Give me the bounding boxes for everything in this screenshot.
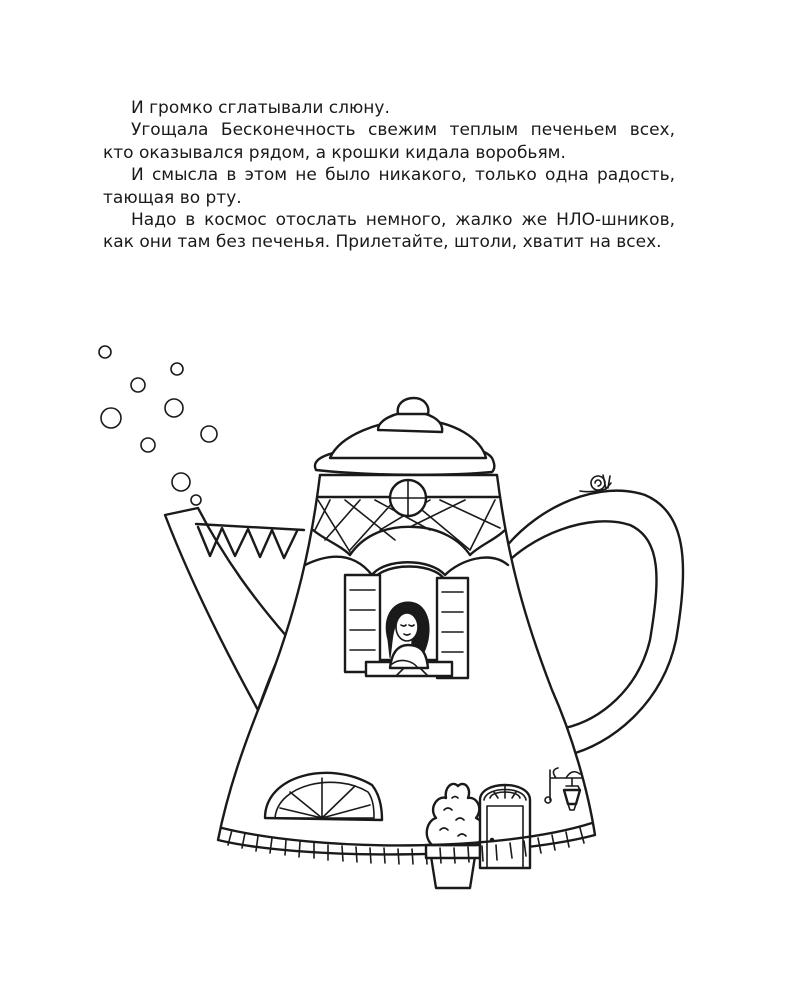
teapot-house-illustration [0,330,800,930]
snail-icon [580,475,611,492]
teapot-lid [315,398,494,475]
arched-window [345,567,468,679]
girl-in-window [386,602,429,676]
paragraph-2: Угощала Бесконечность свежим теплым печеньем всех, кто оказывался рядом, а крошки кидала воробьям. [103,120,675,163]
door [480,785,530,868]
paragraph-4: Надо в космос отослать немного, жалко же НЛО-шников, как они там без печенья. Прилетайте, штоли, хватит на всех. [103,210,675,253]
steam-bubbles [99,346,217,505]
story-text [103,97,675,254]
paragraph-3: И смысла в этом не было никакого, только одна радость, тающая во рту. [103,165,675,208]
paragraph-1: И громко сглатывали слюну. [131,98,390,118]
